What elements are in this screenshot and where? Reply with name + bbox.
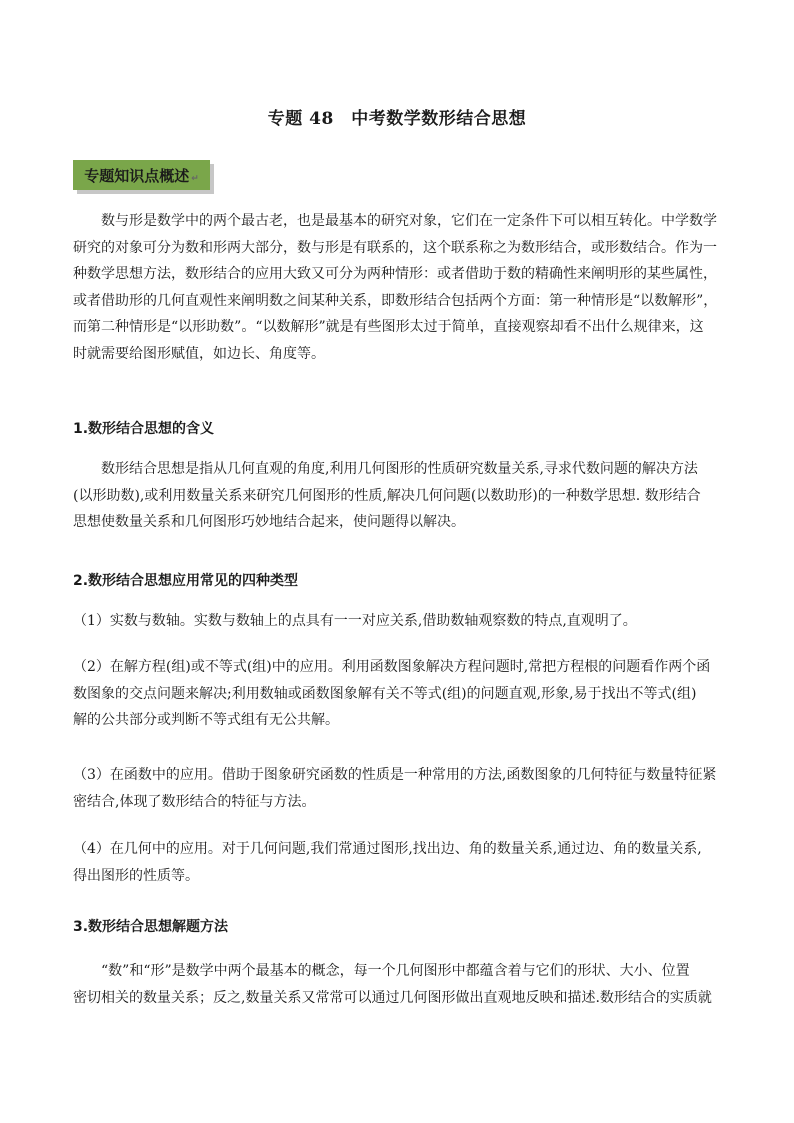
badge-label: 专题知识点概述 [84,166,190,185]
text-line: 研究的对象可分为数和形两大部分，数与形是有联系的，这个联系称之为数形结合，或形数结合。作为一 [73,239,717,256]
section-2-item-3 [73,762,723,815]
text-line: “数”和“形”是数学中两个最基本的概念，每一个几何图形中都蕴含着与它们的形状、大小、位置 [101,963,690,979]
text-line: (以形助数),或利用数量关系来研究几何图形的性质,解决几何问题(以数助形)的一种数学思想. 数形结合 [73,487,701,504]
text-line: 密结合,体现了数形结合的特征与方法。 [73,793,316,810]
text-line: 数形结合思想是指从几何直观的角度,利用几何图形的性质研究数量关系,寻求代数问题的解决方法 [101,461,698,477]
section-heading-3: 3.数形结合思想解题方法 [73,919,229,935]
section-2-item-1 [73,608,723,635]
text-line: （3）在函数中的应用。借助于图象研究函数的性质是一种常用的方法,函数图象的几何特征与数量特征紧 [73,767,717,783]
section-heading-1: 1.数形结合思想的含义 [73,421,215,437]
text-line: （2）在解方程(组)或不等式(组)中的应用。利用函数图象解决方程问题时,常把方程根的问题看作两个函 [73,659,711,675]
section-2-item-4 [73,836,723,889]
section-1-paragraph [73,456,723,536]
section-badge [73,160,210,190]
text-line: 而第二种情形是“以形助数”。“以数解形”就是有些图形太过于简单，直接观察却看不出什么规律来，这 [73,319,704,335]
paragraph-mark-icon: ↵ [191,174,199,184]
text-line: （1）实数与数轴。实数与数轴上的点具有一一对应关系,借助数轴观察数的特点,直观明了。 [73,613,637,629]
text-line: 解的公共部分或判断不等式组有无公共解。 [73,712,339,728]
text-line: 数与形是数学中的两个最古老，也是最基本的研究对象，它们在一定条件下可以相互转化。中学数学 [101,213,717,229]
text-line: 或者借助形的几何直观性来阐明数之间某种关系，即数形结合包括两个方面：第一种情形是“以数解形”， [73,292,718,309]
text-line: 思想使数量关系和几何图形巧妙地结合起来，使问题得以解决。 [73,514,465,530]
section-3-paragraph [73,958,723,1011]
intro-paragraph [73,208,723,367]
section-2-item-2 [73,654,723,734]
text-line: 种数学思想方法，数形结合的应用大致又可分为两种情形：或者借助于数的精确性来阐明形的某些属性， [73,266,717,282]
text-line: 得出图形的性质等。 [73,867,199,884]
text-line: 时就需要给图形赋值，如边长、角度等。 [73,345,325,362]
page-title: 专题 48 中考数学数形结合思想 [267,109,527,129]
text-line: 数图象的交点问题来解决;利用数轴或函数图象解有关不等式(组)的问题直观,形象,易于找出不等式(组) [73,685,697,702]
text-line: （4）在几何中的应用。对于几何问题,我们常通过图形,找出边、角的数量关系,通过边、角的数量关系, [73,841,702,857]
text-line: 密切相关的数量关系；反之,数量关系又常常可以通过几何图形做出直观地反映和描述.数形结合的实质就 [73,989,712,1006]
section-heading-2: 2.数形结合思想应用常见的四种类型 [73,573,299,589]
